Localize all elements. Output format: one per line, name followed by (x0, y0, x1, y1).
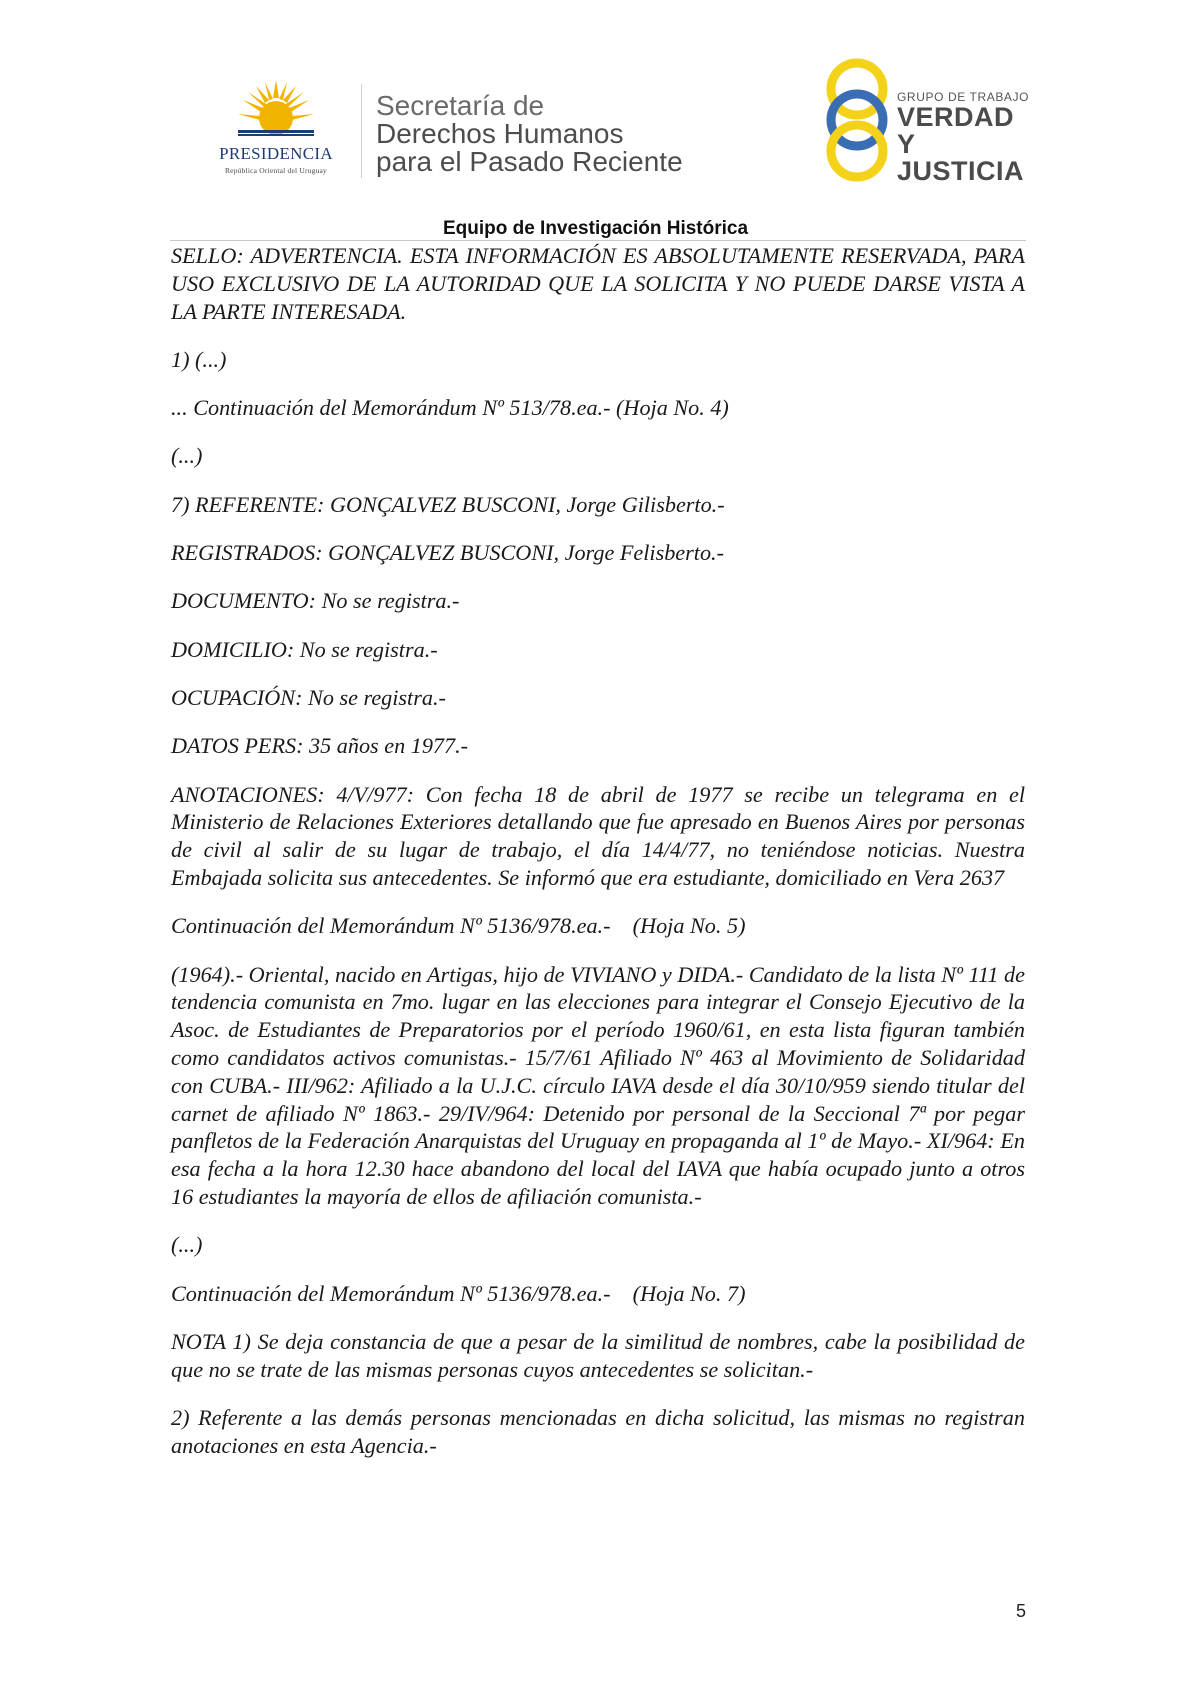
paragraph: ... Continuación del Memorándum Nº 513/78.ea.- (Hoja No. 4) (171, 395, 729, 421)
document-body (171, 242, 1025, 1480)
page-header (0, 0, 1191, 240)
verdad-justicia-logo (822, 56, 1037, 184)
anotaciones-paragraph: ANOTACIONES: 4/V/977: Con fecha 18 de abril de 1977 se recibe un telegrama en el Ministerio de Relaciones Exteriores detallando que fue apresado en Buenos Aires por personas de civil al salir de su lugar de trabajo, el día 14/4/77, no teniéndose noticias. Nuestra Embajada solicita sus antecedentes. Se informó que era estudiante, domiciliado en Vera 2637 (171, 781, 1025, 890)
paragraph: (...) (171, 1232, 203, 1258)
header-rule (170, 240, 1026, 241)
page-number: 5 (1016, 1601, 1027, 1621)
paragraph: 2) Referente a las demás personas mencionadas en dicha solicitud, las mismas no registran anotaciones en esta Agencia.- (171, 1404, 1025, 1458)
justicia-label: JUSTICIA (897, 156, 1025, 186)
grupo-trabajo-label: GRUPO DE TRABAJO (897, 90, 1030, 104)
rings-icon (822, 56, 892, 184)
presidencia-logo (196, 78, 356, 180)
paragraph: (1964).- Oriental, nacido en Artigas, hijo de VIVIANO y DIDA.- Candidato de la lista Nº 111 de tendencia comunista en 7mo. lugar en las elecciones para integrar el Consejo Ejecutivo de la Asoc. de Estudiantes de Preparatorios por el período 1960/61, en esta lista figuran también como candidatos activos comunistas.- 15/7/61 Afiliado Nº 463 al Movimiento de Solidaridad con CUBA.- III/962: Afiliado a la U.J.C. círculo IAVA desde el día 30/10/959 siendo titular del carnet de afiliado Nº 1863.- 29/IV/964: Detenido por personal de la Seccional 7ª por pegar panfletos de la Federación Anarquistas del Uruguay en propaganda al 1º de Mayo.- XI/964: En esa fecha a la hora 12.30 hace abandono del local del IAVA que había ocupado junto a otros 16 estudiantes la mayoría de ellos de afiliación comunista.- (171, 961, 1025, 1209)
sun-icon (238, 78, 314, 140)
team-title: Equipo de Investigación Histórica (442, 218, 749, 239)
registrados-line: REGISTRADOS: GONÇALVEZ BUSCONI, Jorge Felisberto.- (171, 540, 724, 566)
paragraph: Continuación del Memorándum Nº 5136/978.ea.- (Hoja No. 5) (171, 913, 746, 939)
paragraph: 1) (...) (171, 346, 227, 372)
secretaria-line-2: Derechos Humanos (376, 118, 624, 149)
domicilio-line: DOMICILIO: No se registra.- (171, 636, 438, 662)
nota-paragraph: NOTA 1) Se deja constancia de que a pesar de la similitud de nombres, cabe la posibilidad de que no se trate de las mismas personas cuyos antecedentes se solicitan.- (171, 1328, 1025, 1382)
verdad-label: VERDAD Y (897, 102, 1015, 159)
datos-pers-line: DATOS PERS: 35 años en 1977.- (171, 733, 469, 759)
secretaria-line-1: Secretaría de (376, 90, 545, 121)
presidencia-subtitle: República Oriental del Uruguay (224, 166, 327, 175)
ocupacion-line: OCUPACIÓN: No se registra.- (171, 684, 446, 710)
paragraph: (...) (171, 443, 203, 469)
referente-line: 7) REFERENTE: GONÇALVEZ BUSCONI, Jorge Gilisberto.- (171, 491, 725, 517)
presidencia-label: PRESIDENCIA (219, 144, 333, 163)
seal-warning-paragraph: SELLO: ADVERTENCIA. ESTA INFORMACIÓN ES ABSOLUTAMENTE RESERVADA, PARA USO EXCLUSIVO DE LA AUTORIDAD QUE LA SOLICITA Y NO PUEDE DARSE VISTA A LA PARTE INTERESADA. (171, 243, 1025, 324)
paragraph: Continuación del Memorándum Nº 5136/978.ea.- (Hoja No. 7) (171, 1280, 746, 1306)
documento-line: DOCUMENTO: No se registra.- (171, 588, 460, 614)
logo-divider (361, 84, 362, 178)
secretaria-line-3: para el Pasado Reciente (376, 146, 683, 177)
secretaria-logo-text (376, 92, 683, 176)
verdad-justicia-text (897, 90, 1037, 185)
